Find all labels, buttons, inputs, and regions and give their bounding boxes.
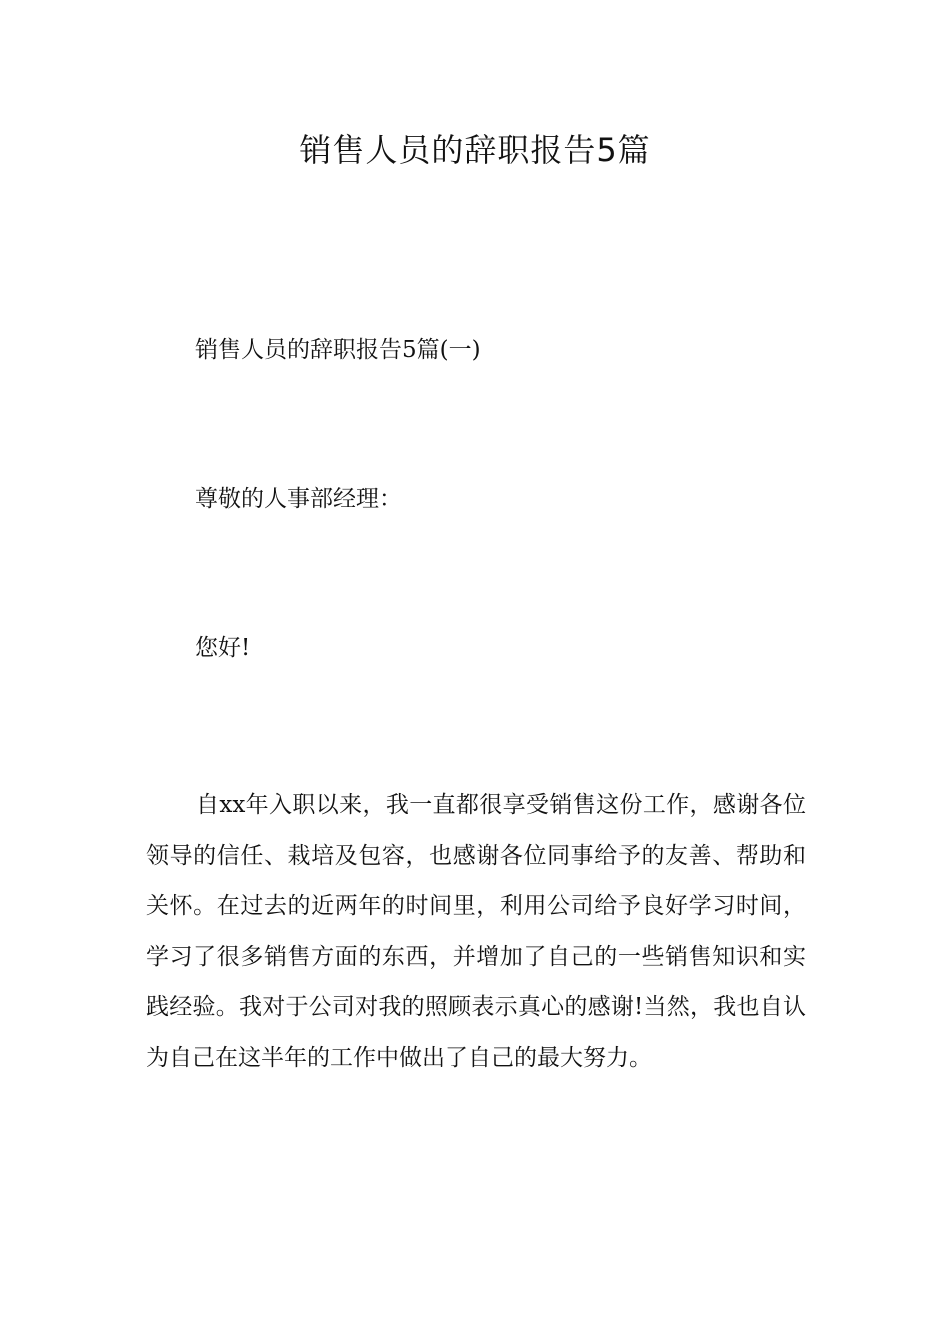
body-paragraph: 自xx年入职以来，我一直都很享受销售这份工作，感谢各位领导的信任、栽培及包容，也感谢各位同事给予的友善、帮助和关怀。在过去的近两年的时间里，利用公司给予良好学习时间，学习了很多销售方面的东西，并增加了自己的一些销售知识和实践经验。我对于公司对我的照顾表示真心的感谢!当然，我也自认为自己在这半年的工作中做出了自己的最大努力。: [146, 792, 806, 1071]
document-title: 销售人员的辞职报告5篇: [299, 131, 651, 169]
salutation: 尊敬的人事部经理：: [195, 486, 402, 512]
section-heading: 销售人员的辞职报告5篇(一): [195, 337, 481, 363]
greeting: 您好!: [195, 635, 251, 661]
